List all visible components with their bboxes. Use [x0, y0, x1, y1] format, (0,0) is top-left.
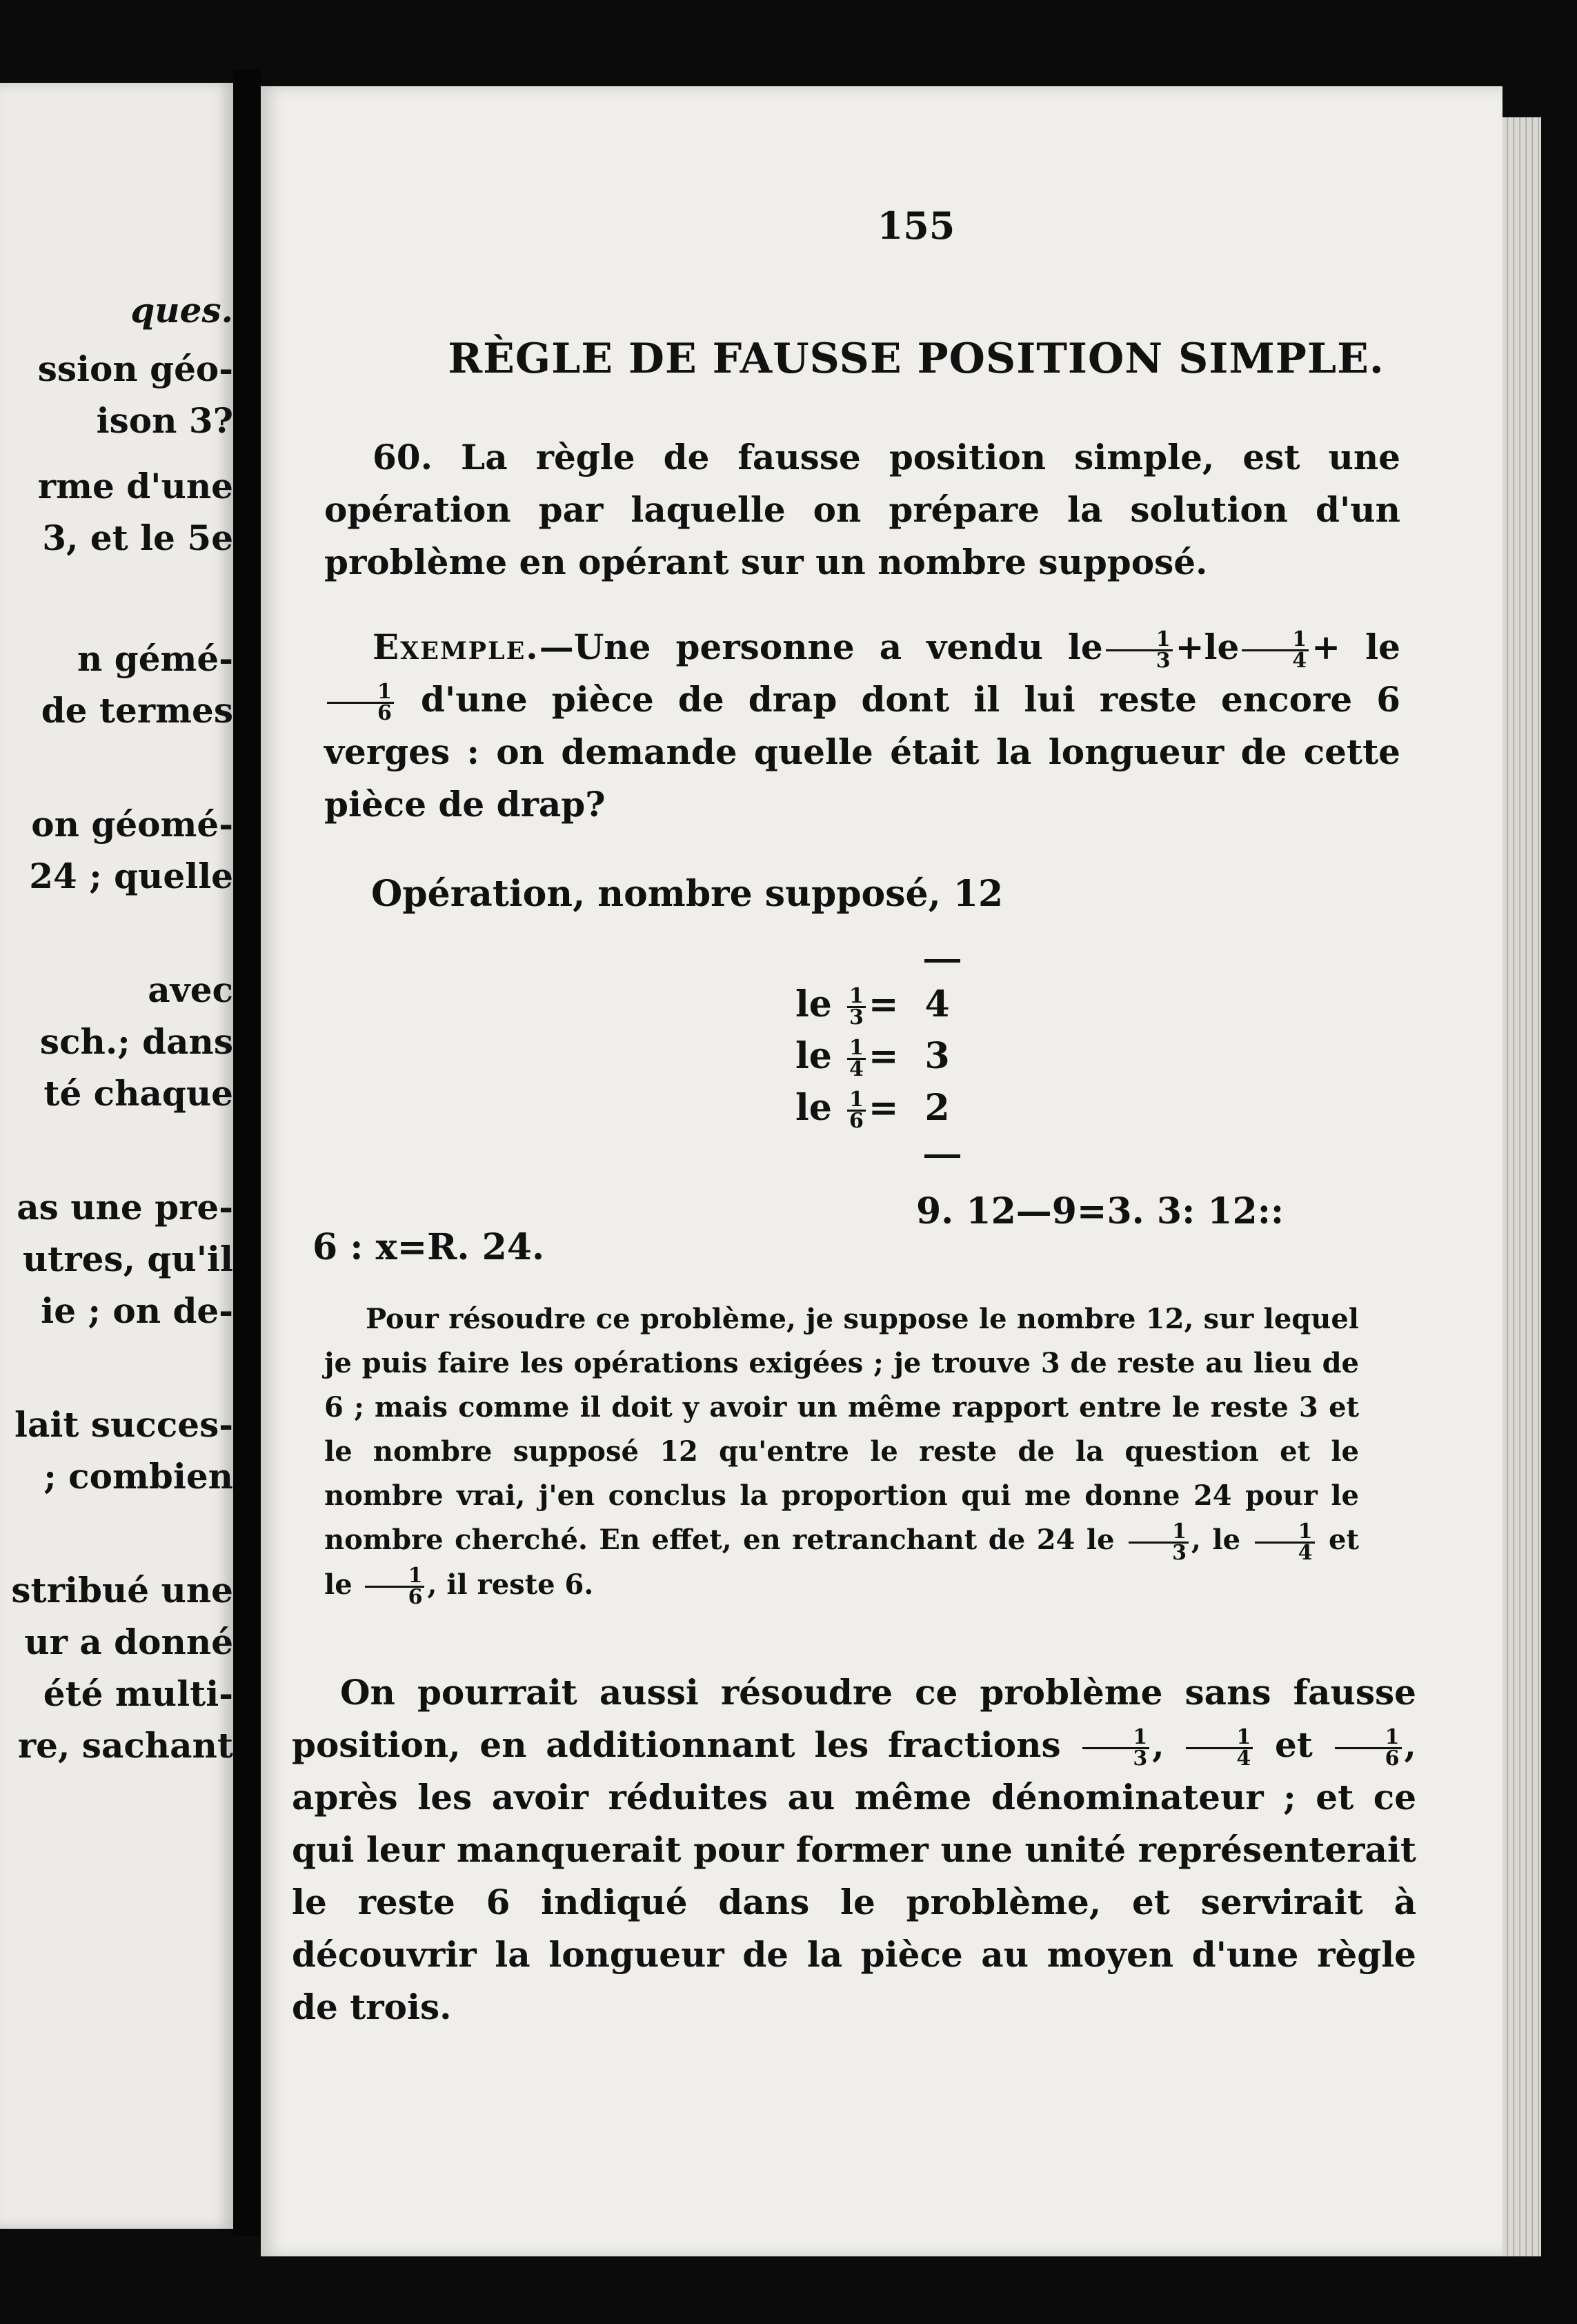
left-line: 3, et le 5e [42, 518, 233, 558]
left-line: ques. [130, 290, 233, 331]
paragraph-60 [324, 431, 1400, 589]
fraction-one-quarter: $\frac{1}{4}$ [1255, 1522, 1315, 1563]
left-line: lait succes- [14, 1404, 233, 1445]
row-value: 2 [924, 1087, 950, 1129]
operation-row: le $\frac{1}{3}$ = 4 [795, 983, 950, 1030]
page-edges [1502, 117, 1541, 2256]
operation-label: Opération, nombre supposé, 12 [371, 873, 1004, 915]
left-line: ; combien [43, 1456, 233, 1497]
operation-row: le $\frac{1}{6}$ = 2 [795, 1087, 950, 1133]
fraction-one-quarter: $\frac{1}{4}$ [1242, 630, 1309, 671]
operation-row: le $\frac{1}{4}$ = 3 [795, 1035, 950, 1081]
plus-sign: + [1175, 627, 1204, 667]
fraction-one-third: $\frac{1}{3}$ [1106, 630, 1173, 671]
left-line: de termes [41, 690, 233, 731]
proportion: 6 : x=R. 24. [313, 1226, 545, 1268]
left-line: ison 3? [96, 400, 233, 441]
left-line: sch.; dans [39, 1021, 233, 1062]
word-le: le [1365, 627, 1400, 667]
supposed-number: 12 [953, 873, 1004, 915]
page-number: 155 [877, 204, 955, 248]
example-text-b: d'une pièce de drap dont il lui reste encore 6 verges : on demande quelle était la longueur de cette pièce de drap? [324, 679, 1400, 825]
fraction-one-third: $\frac{1}{3}$ [1082, 1728, 1149, 1769]
book-spine-shadow [233, 69, 261, 2236]
paragraph-number: 60. [373, 437, 433, 477]
left-line: rme d'une [37, 466, 233, 506]
main-page [261, 86, 1502, 2256]
operation-result: 9. 12—9=3. 3: 12:: [916, 1190, 1285, 1232]
fraction-one-sixth: $\frac{1}{6}$ [365, 1566, 425, 1607]
fraction: $\frac{1}{4}$ [847, 1038, 866, 1079]
fraction-one-third: $\frac{1}{3}$ [1129, 1522, 1189, 1563]
operation-rule-bottom [924, 1154, 960, 1158]
section-heading: RÈGLE DE FAUSSE POSITION SIMPLE. [448, 335, 1385, 383]
word-le: le [1204, 627, 1240, 667]
left-line: avec [148, 969, 233, 1010]
left-line: 24 ; quelle [29, 856, 233, 896]
operation-rule-top [924, 959, 960, 963]
paragraph-text: La règle de fausse position simple, est une opération par laquelle on prépare la solution d'un problème en opérant sur un nombre supposé. [324, 437, 1400, 582]
left-line: on géomé- [31, 804, 233, 845]
plus-sign: + [1311, 627, 1341, 667]
example-text-a: —Une personne a vendu le [539, 627, 1103, 667]
fraction-one-quarter: $\frac{1}{4}$ [1186, 1728, 1253, 1769]
row-value: 3 [924, 1035, 950, 1077]
left-line: n gémé- [77, 638, 233, 679]
explanation-paragraph: Pour résoudre ce problème, je suppose le nombre 12, sur lequel je puis faire les opérations exigées ; je trouve 3 de reste au lieu de 6 ; mais comme il doit y avoir un même rapport entre le reste 3 et le nombre supposé 12 qu'entre le reste de la question et le nombre vrai, j'en conclus la proportion qui me donne 24 pour le nombre cherché. En effet, en retranchant de 24 le $\frac{1}{3}$ , le $\frac{1}{4}$ et le $\frac{1}{6}$ , il reste 6. [324, 1303, 1359, 1609]
fraction: $\frac{1}{3}$ [847, 987, 866, 1027]
left-line: ur a donné [24, 1622, 233, 1662]
fraction-one-sixth: $\frac{1}{6}$ [1335, 1728, 1402, 1769]
left-line: été multi- [43, 1673, 233, 1714]
left-line: stribué une [11, 1570, 233, 1611]
example-paragraph [324, 621, 1400, 831]
left-line: té chaque [43, 1073, 233, 1114]
row-value: 4 [924, 983, 950, 1025]
left-line: as une pre- [17, 1187, 233, 1228]
left-line: re, sachant [17, 1725, 233, 1766]
left-line: ssion géo- [37, 348, 233, 389]
left-page [0, 83, 233, 2229]
final-paragraph: On pourrait aussi résoudre ce problème sans fausse position, en additionnant les fractions $\frac{1}{3}$ , $\frac{1}{4}$ et $\frac{1}{6}$ , après les avoir réduites au même dénominateur ; et ce qui leur manquerait pour former une unité représenterait le reste 6 indiqué dans le problème, et servirait à découvrir la longueur de la pièce au moyen d'une règle de trois. [292, 1672, 1416, 2027]
example-label: Exemple. [373, 627, 539, 667]
left-line: ie ; on de- [41, 1290, 233, 1331]
fraction-one-sixth: $\frac{1}{6}$ [327, 682, 394, 723]
left-line: utres, qu'il [22, 1239, 233, 1279]
fraction: $\frac{1}{6}$ [847, 1090, 866, 1131]
